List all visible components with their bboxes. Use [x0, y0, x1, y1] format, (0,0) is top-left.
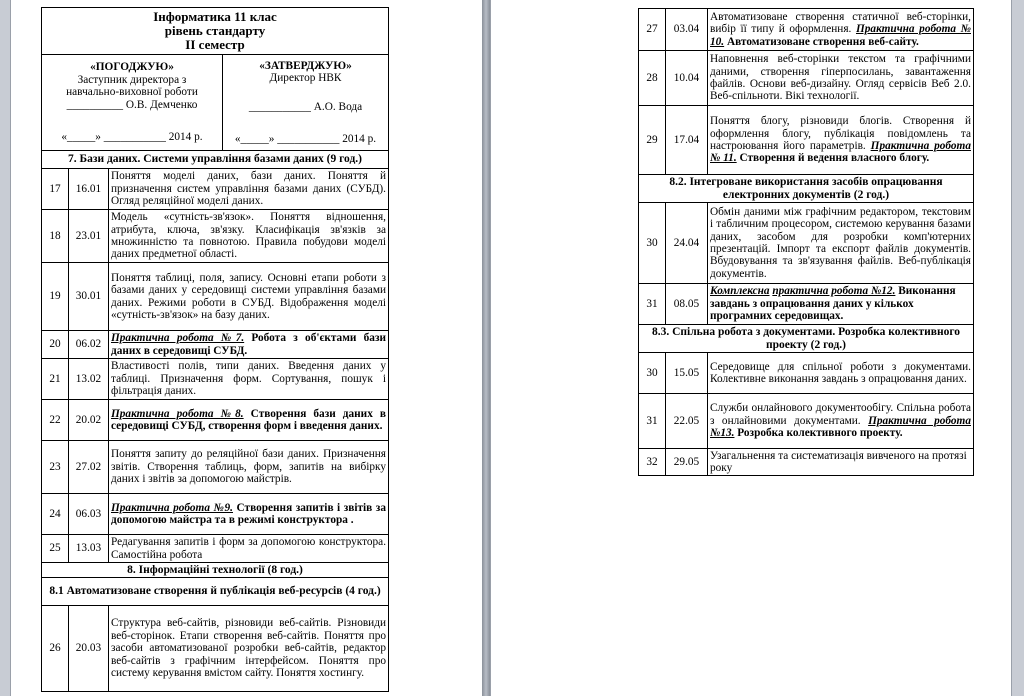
subsection-heading: 8.1 Автоматизоване створення й публікація веб-ресурсів (4 год.) — [42, 578, 389, 606]
table-row — [42, 606, 389, 692]
subsection-heading: 8.2. Інтегроване використання засобів опрацювання електронних документів (2 год.) — [639, 175, 974, 203]
table-row — [42, 331, 389, 359]
table-row — [639, 284, 974, 325]
practical-work-prefix: Комплексна — [710, 285, 770, 298]
approved-signature: ___________ А.О. Вода — [248, 100, 363, 113]
practical-work-title: Автоматизоване створення веб-сайту. — [724, 35, 919, 48]
schedule-table-left — [41, 7, 389, 692]
lesson-date: 06.02 — [69, 331, 109, 359]
table-row — [639, 51, 974, 106]
practical-work-title: Створення запитів і звітів за допомогою майстра та в режимі конструктора . — [111, 501, 386, 526]
table-row — [639, 203, 974, 284]
lesson-date: 13.02 — [69, 359, 109, 400]
subsection-heading: 8.3. Спільна робота з документами. Розробка колективного проекту (2 год.) — [639, 325, 974, 353]
lesson-date: 08.05 — [666, 284, 708, 325]
header-row — [42, 8, 389, 55]
practical-work-label: Практична робота № 10. — [710, 23, 971, 48]
lesson-number: 23 — [42, 441, 69, 494]
section-heading: 7. Бази даних. Системи управління базами даних (9 год.) — [42, 151, 389, 169]
lesson-number: 17 — [42, 169, 69, 210]
lesson-topic: Наповнення веб-сторінки текстом та графічними даними, створення гіперпосилань, завантаження файлів. Основи веб-дизайну. Огляд сервісів Веб 2.0. Веб-спільноти. Вікі технології. — [708, 51, 974, 106]
lesson-number: 19 — [42, 263, 69, 331]
practical-work-title: Робота з об'єктами бази даних в середовищі СУБД. — [111, 332, 387, 357]
lesson-topic: Поняття таблиці, поля, запису. Основні етапи роботи з базами даних у середовищі системи управління базами даних. Режими роботи в СУБД. Відображення моделі «сутність-зв'язок» на базу даних. — [109, 263, 389, 331]
lesson-topic: Поняття запиту до реляційної бази даних. Призначення звітів. Створення таблиць, форм, запитів на вибірку даних і звітів за допомогою майстрів. — [109, 441, 389, 494]
lesson-date: 10.04 — [666, 51, 708, 106]
lesson-topic: Редагування запитів і форм за допомогою конструктора. Самостійна робота — [109, 535, 389, 563]
approved-position: Директор НВК — [269, 72, 342, 84]
approved-date: «_____» ___________ 2014 р. — [234, 133, 377, 145]
agreed-date: «_____» ___________ 2014 р. — [61, 131, 203, 144]
document-page-left — [10, 0, 484, 696]
table-row — [639, 353, 974, 394]
table-row — [42, 441, 389, 494]
lesson-date: 20.03 — [69, 606, 109, 692]
lesson-date: 22.05 — [666, 394, 708, 449]
table-row — [42, 400, 389, 441]
lesson-number: 29 — [639, 106, 666, 175]
table-row — [42, 494, 389, 535]
approval-approved — [223, 55, 389, 151]
lesson-date: 13.03 — [69, 535, 109, 563]
approval-row — [42, 55, 389, 151]
lesson-number: 31 — [639, 284, 666, 325]
doc-subtitle-level: рівень стандарту — [164, 23, 266, 38]
practical-work-label: Практична робота № 11. — [710, 140, 971, 165]
lesson-number: 30 — [639, 203, 666, 284]
table-row — [639, 449, 974, 476]
lesson-topic: Модель «сутність-зв'язок». Поняття відношення, атрибута, ключа, зв'язку. Класифікація зв'язків за множинністю та повнотою. Правила побудови моделі даних предметної області. — [109, 210, 389, 263]
practical-work-label: Практична робота №13. — [710, 414, 971, 440]
lesson-date: 23.01 — [69, 210, 109, 263]
practical-work-label: Практична робота №9. — [111, 501, 233, 514]
lesson-date: 20.02 — [69, 400, 109, 441]
lesson-number: 18 — [42, 210, 69, 263]
section-heading: 8. Інформаційні технології (8 год.) — [42, 563, 389, 578]
agreed-position: Заступник директора з — [77, 73, 187, 86]
lesson-topic-text: Служби онлайнового документообігу. Спільна робота з онлайновими документами. — [710, 402, 971, 427]
approval-agreed — [42, 55, 223, 151]
lesson-topic — [109, 400, 389, 441]
lesson-topic — [708, 9, 974, 51]
table-row — [639, 394, 974, 449]
practical-work-label: практична робота №12. — [772, 285, 896, 298]
agreed-position-2: навчально-виховної роботи — [66, 86, 198, 99]
lesson-number: 25 — [42, 535, 69, 563]
lesson-number: 20 — [42, 331, 69, 359]
lesson-topic-text: Поняття блогу, різновиди блогів. Створення й оформлення блогу, публікація повідомлень та настроювання його параметрів. — [710, 115, 971, 152]
table-row — [42, 535, 389, 563]
table-row — [42, 263, 389, 331]
practical-work-label: Практична робота №7. — [111, 332, 245, 345]
lesson-number: 22 — [42, 400, 69, 441]
practical-work-title: Створення й ведення власного блогу. — [736, 152, 930, 165]
lesson-topic: Середовище для спільної роботи з документами. Колективне виконання завдань з опрацювання даних. — [708, 353, 974, 394]
table-row — [42, 359, 389, 400]
lesson-topic — [708, 394, 974, 449]
lesson-topic — [708, 284, 974, 325]
practical-work-title: Виконання завдань з опрацювання даних у кількох програмних середовищах. — [710, 285, 956, 323]
lesson-date: 27.02 — [69, 441, 109, 494]
lesson-date: 16.01 — [69, 169, 109, 210]
approved-heading: «ЗАТВЕРДЖУЮ» — [259, 59, 352, 72]
table-row — [42, 169, 389, 210]
lesson-date: 17.04 — [666, 106, 708, 175]
practical-work-label: Практична робота №8. — [111, 407, 244, 420]
lesson-number: 21 — [42, 359, 69, 400]
lesson-number: 26 — [42, 606, 69, 692]
doc-subtitle-semester: II семестр — [185, 37, 245, 52]
agreed-signature: __________ О.В. Демченко — [66, 98, 198, 111]
page-gutter — [482, 0, 490, 696]
lesson-date: 29.05 — [666, 449, 708, 476]
table-row — [639, 9, 974, 51]
lesson-topic-text: Автоматизоване створення статичної веб-сторінки, вибір її типу й оформлення. — [710, 10, 971, 36]
agreed-heading: «ПОГОДЖУЮ» — [90, 61, 174, 74]
lesson-topic: Узагальнення та систематизація вивченого на протязі року — [708, 449, 974, 476]
lesson-number: 30 — [639, 353, 666, 394]
lesson-date: 06.03 — [69, 494, 109, 535]
document-page-right — [490, 0, 1012, 696]
practical-work-title: Створення бази даних в середовищі СУБД, створення форм і введення даних. — [111, 407, 387, 432]
lesson-topic: Властивості полів, типи даних. Введення даних у таблиці. Призначення форм. Сортування, пошук і фільтрація даних. — [109, 359, 389, 400]
lesson-topic — [708, 106, 974, 175]
practical-work-title: Розробка колективного проекту. — [734, 427, 903, 440]
lesson-number: 32 — [639, 449, 666, 476]
lesson-date: 24.04 — [666, 203, 708, 284]
doc-title: Інформатика 11 клас — [153, 9, 277, 24]
lesson-number: 27 — [639, 9, 666, 51]
lesson-date: 03.04 — [666, 9, 708, 51]
lesson-topic — [109, 494, 389, 535]
table-row — [42, 210, 389, 263]
table-row — [639, 106, 974, 175]
lesson-topic: Поняття моделі даних, бази даних. Поняття й призначення систем управління базами даних (СУБД). Огляд реляційної моделі даних. — [109, 169, 389, 210]
lesson-topic — [109, 331, 389, 359]
lesson-date: 15.05 — [666, 353, 708, 394]
lesson-number: 28 — [639, 51, 666, 106]
schedule-table-right — [638, 8, 974, 476]
lesson-topic: Обмін даними між графічним редактором, текстовим і табличним процесором, системою керування базами даних, засобом для розробки комп'ютерних презентацій. Імпорт та експорт файлів документів. Вбудовування та зв'язування файлів. Веб-публікація документів. — [708, 203, 974, 284]
lesson-number: 24 — [42, 494, 69, 535]
lesson-number: 31 — [639, 394, 666, 449]
lesson-date: 30.01 — [69, 263, 109, 331]
lesson-topic: Структура веб-сайтів, різновиди веб-сайтів. Різновиди веб-сторінок. Етапи створення веб-сайтів. Поняття про засоби автоматизованої розробки веб-сайтів, редактор веб-сайтів з графічним інтерфейсом. Поняття про систему керування вмістом сайту. Поняття хостингу. — [109, 606, 389, 692]
